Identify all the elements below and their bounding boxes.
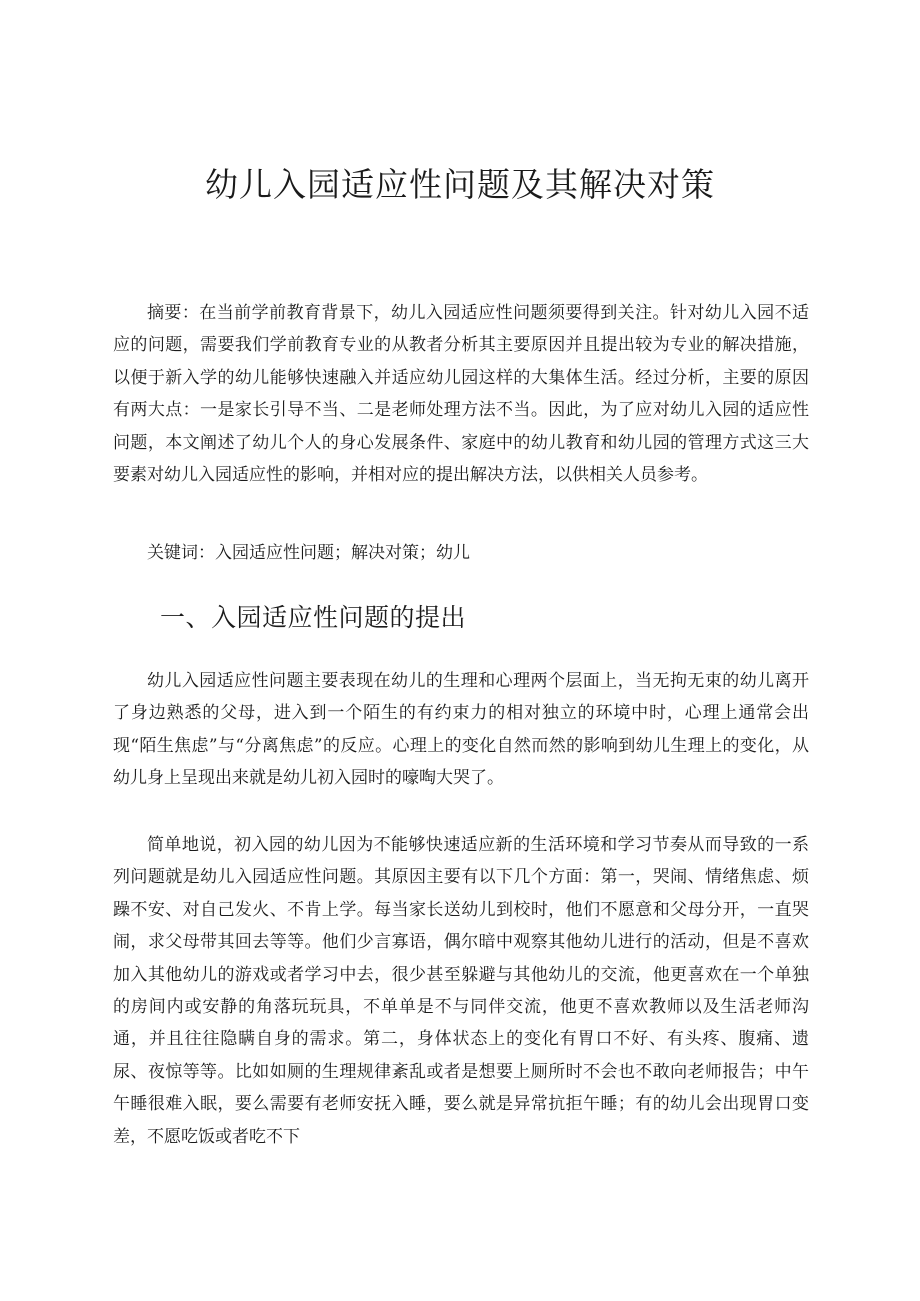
section-heading: 一、入园适应性问题的提出 bbox=[160, 603, 467, 632]
body-paragraph: 简单地说，初入园的幼儿因为不能够快速适应新的生活环境和学习节奏从而导致的一系列问题就是幼儿入园适应性问题。其原因主要有以下几个方面：第一，哭闹、情绪焦虑、烦躁不安、对自己发火、不肯上学。每当家长送幼儿到校时，他们不愿意和父母分开，一直哭闹，求父母带其回去等等。他们少言寡语，偶尔暗中观察其他幼儿进行的活动，但是不喜欢加入其他幼儿的游戏或者学习中去，很少甚至躲避与其他幼儿的交流，他更喜欢在一个单独的房间内或安静的角落玩玩具，不单单是不与同伴交流，他更不喜欢教师以及生活老师沟通，并且往往隐瞒自身的需求。第二，身体状态上的变化有胃口不好、有头疼、腹痛、遗尿、夜惊等等。比如如厕的生理规律紊乱或者是想要上厕所时不会也不敢向老师报告；中午午睡很难入眠，要么需要有老师安抚入睡，要么就是异常抗拒午睡；有的幼儿会出现胃口变差，不愿吃饭或者吃不下 bbox=[113, 835, 809, 1147]
keywords-line: 关键词：入园适应性问题；解决对策；幼儿 bbox=[147, 543, 470, 563]
document-title: 幼儿入园适应性问题及其解决对策 bbox=[205, 165, 715, 204]
abstract-paragraph: 摘要：在当前学前教育背景下，幼儿入园适应性问题须要得到关注。针对幼儿入园不适应的问题，需要我们学前教育专业的从教者分析其主要原因并且提出较为专业的解决措施，以便于新入学的幼儿能够快速融入并适应幼儿园这样的大集体生活。经过分析，主要的原因有两大点：一是家长引导不当、二是老师处理方法不当。因此，为了应对幼儿入园的适应性问题，本文阐述了幼儿个人的身心发展条件、家庭中的幼儿教育和幼儿园的管理方式这三大要素对幼儿入园适应性的影响，并相对应的提出解决方法，以供相关人员参考。 bbox=[113, 303, 809, 486]
body-paragraph: 幼儿入园适应性问题主要表现在幼儿的生理和心理两个层面上，当无拘无束的幼儿离开了身边熟悉的父母，进入到一个陌生的有约束力的相对独立的环境中时，心理上通常会出现“陌生焦虑”与“分离焦虑”的反应。心理上的变化自然而然的影响到幼儿生理上的变化，从幼儿身上呈现出来就是幼儿初入园时的嚎啕大哭了。 bbox=[113, 671, 809, 789]
